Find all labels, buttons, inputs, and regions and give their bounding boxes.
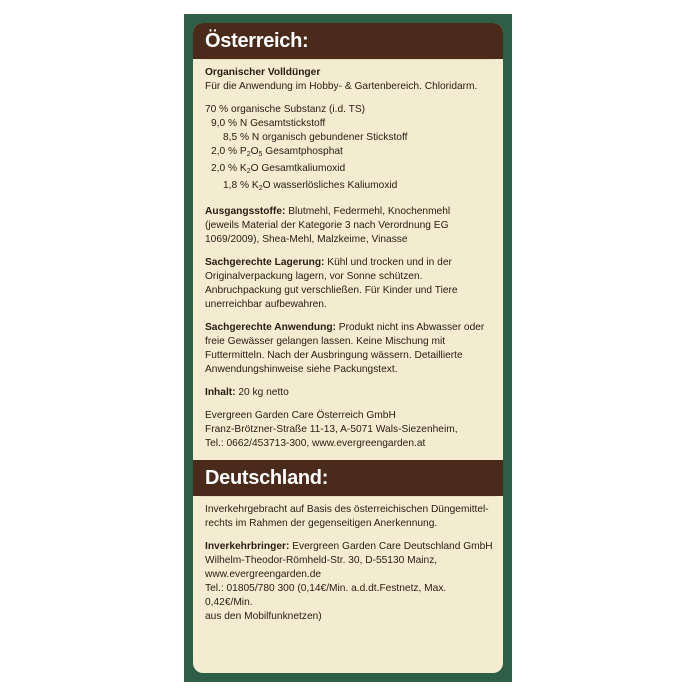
germany-heading: Deutschland: — [193, 460, 503, 496]
austria-section — [193, 60, 503, 451]
potassium-total-line: 2,0 % $K_2O$ Gesamtkaliumoxid — [211, 163, 346, 175]
company-contact: Tel.: 0662/453713-300, www.evergreengarden.at — [205, 438, 426, 449]
product-label — [184, 14, 512, 682]
application-text: Produkt nicht ins Abwasser oder — [335, 322, 485, 333]
label-panel — [193, 23, 503, 673]
raw-materials-line: 1069/2009), Shea-Mehl, Malzkeime, Vinasse — [205, 234, 408, 245]
application-block — [205, 321, 493, 377]
content-block — [205, 386, 493, 400]
distributor-website: www.evergreengarden.de — [205, 569, 322, 580]
distributor-phone-note: aus den Mobilfunknetzen) — [205, 611, 322, 622]
distributor-block — [205, 540, 493, 624]
composition-block — [205, 103, 493, 196]
austria-heading: Österreich: — [193, 23, 503, 59]
nitrogen-organic: 8,5 % N organisch gebundener Stickstoff — [223, 132, 408, 143]
nitrogen-total: 9,0 % N Gesamtstickstoff — [211, 118, 326, 129]
raw-materials-text: Blutmehl, Federmehl, Knochenmehl — [285, 206, 451, 217]
usage-text: Für die Anwendung im Hobby- & Gartenbereich. Chloridarm. — [205, 81, 478, 92]
content-text: 20 kg netto — [235, 387, 289, 398]
storage-text: Kühl und trocken und in der — [324, 257, 452, 268]
intro-line: Inverkehrgebracht auf Basis des österreichischen Düngemittel- — [205, 504, 489, 515]
potassium-soluble-line: 1,8 % $K_2O$ wasserlösliches Kaliumoxid — [223, 180, 398, 192]
storage-line: Anbruchpackung gut verschließen. Für Kinder und Tiere — [205, 285, 458, 296]
application-line: Futtermitteln. Nach der Ausbringung wässern. Detaillierte — [205, 350, 463, 361]
germany-section — [193, 497, 503, 624]
storage-line: Originalverpackung lagern, vor Sonne schützen. — [205, 271, 423, 282]
application-line: freie Gewässer gelangen lassen. Keine Mischung mit — [205, 336, 446, 347]
distributor-label: Inverkehrbringer: — [205, 541, 290, 552]
company-block — [205, 409, 493, 451]
storage-label: Sachgerechte Lagerung: — [205, 257, 325, 268]
application-label: Sachgerechte Anwendung: — [205, 322, 336, 333]
storage-block — [205, 256, 493, 312]
intro-line: rechts im Rahmen der gegenseitigen Anerkennung. — [205, 518, 438, 529]
company-address: Franz-Brötzner-Straße 11-13, A-5071 Wals-Siezenheim, — [205, 424, 458, 435]
content-label: Inhalt: — [205, 387, 236, 398]
distributor-phone: Tel.: 01805/780 300 (0,14€/Min. a.d.dt.Festnetz, Max. 0,42€/Min. — [205, 583, 447, 608]
organic-content: 70 % organische Substanz (i.d. TS) — [205, 104, 366, 115]
raw-materials-line: (jeweils Material der Kategorie 3 nach Verordnung EG — [205, 220, 449, 231]
application-line: Anwendungshinweise siehe Packungstext. — [205, 364, 398, 375]
raw-materials-label: Ausgangsstoffe: — [205, 206, 286, 217]
distributor-address: Wilhelm-Theodor-Römheld-Str. 30, D-55130 Mainz, — [205, 555, 438, 566]
storage-line: unerreichbar aufbewahren. — [205, 299, 327, 310]
company-name: Evergreen Garden Care Österreich GmbH — [205, 410, 396, 421]
product-block — [205, 66, 493, 94]
phosphate-line: 2,0 % $P_2O_5$ Gesamtphosphat — [211, 146, 343, 158]
product-title: Organischer Volldünger — [205, 67, 321, 78]
distributor-text: Evergreen Garden Care Deutschland GmbH — [289, 541, 493, 552]
intro-block — [205, 503, 493, 531]
raw-materials-block — [205, 205, 493, 247]
